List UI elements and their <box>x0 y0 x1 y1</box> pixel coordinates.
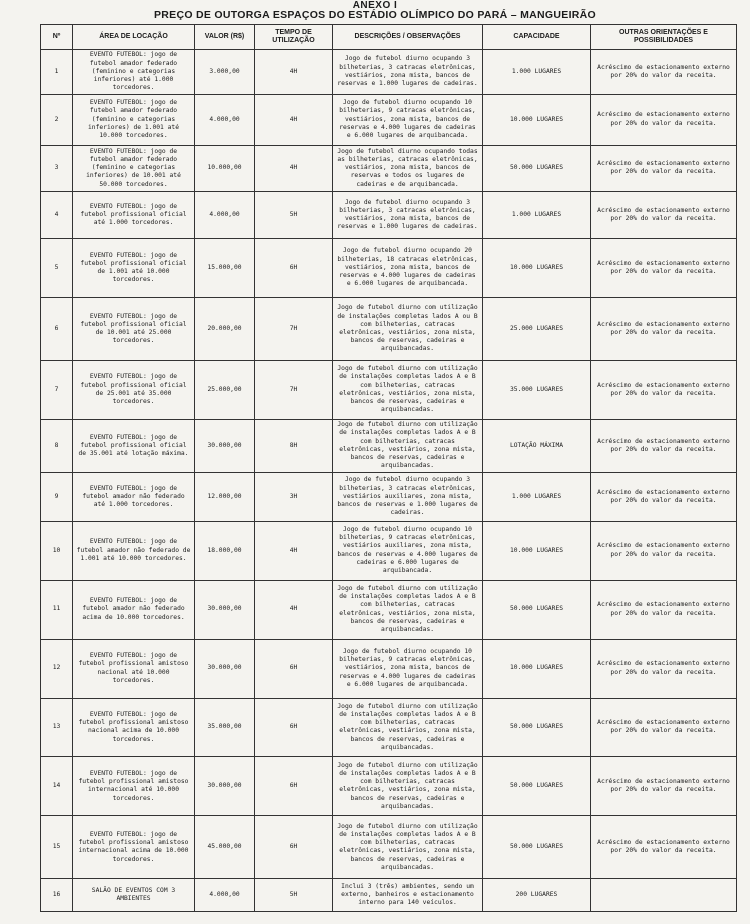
row-value: 35.000,00 <box>195 698 255 757</box>
row-number: 5 <box>41 238 73 297</box>
row-value: 20.000,00 <box>195 297 255 360</box>
row-other: Acréscimo de estacionamento externo por 20% do valor da receita. <box>591 94 737 145</box>
col-header-area: ÁREA DE LOCAÇÃO <box>73 25 195 50</box>
row-number: 7 <box>41 360 73 419</box>
row-area: EVENTO FUTEBOL: jogo de futebol profissional oficial de 25.001 até 35.000 torcedores. <box>73 360 195 419</box>
row-value: 30.000,00 <box>195 639 255 698</box>
row-description: Jogo de futebol diurno com utilização de instalações completas lados A e B com bilheterias, catracas eletrônicas, vestiários, zona mista, bancos de reservas, cadeiras e arquibancadas. <box>333 816 483 879</box>
table-row <box>41 94 737 145</box>
row-area: EVENTO FUTEBOL: jogo de futebol profissional amistoso nacional até 10.000 torcedores. <box>73 639 195 698</box>
row-number: 15 <box>41 816 73 879</box>
document-title: PREÇO DE OUTORGA ESPAÇOS DO ESTÁDIO OLÍMPICO DO PARÁ – MANGUEIRÃO <box>153 9 597 21</box>
row-description: Jogo de futebol diurno ocupando 10 bilheterias, 9 catracas eletrônicas, vestiários, zona mista, bancos de reservas e 4.000 lugares de cadeiras e 6.000 lugares de arquibancada. <box>333 639 483 698</box>
row-other: Acréscimo de estacionamento externo por 20% do valor da receita. <box>591 360 737 419</box>
row-description: Jogo de futebol diurno com utilização de instalações completas lados A e B com bilheterias, catracas eletrônicas, vestiários, zona mista, bancos de reservas, cadeiras e arquibancadas. <box>333 580 483 639</box>
row-other: Acréscimo de estacionamento externo por 20% do valor da receita. <box>591 297 737 360</box>
row-area: EVENTO FUTEBOL: jogo de futebol profissional amistoso internacional até 10.000 torcedores. <box>73 757 195 816</box>
col-header-time: TEMPO DE UTILIZAÇÃO <box>255 25 333 50</box>
row-capacity: 1.000 LUGARES <box>483 472 591 521</box>
row-time: 4H <box>255 521 333 580</box>
row-description: Jogo de futebol diurno ocupando 10 bilheterias, 9 catracas eletrônicas, vestiários auxiliares, zona mista, bancos de reservas e 4.000 lugares de cadeiras e 6.000 lugares de arquibancada. <box>333 521 483 580</box>
table-row <box>41 50 737 95</box>
col-header-capacity: CAPACIDADE <box>483 25 591 50</box>
row-area: EVENTO FUTEBOL: jogo de futebol amador não federado acima de 10.000 torcedores. <box>73 580 195 639</box>
row-capacity: 50.000 LUGARES <box>483 698 591 757</box>
row-description: Jogo de futebol diurno ocupando 10 bilheterias, 9 catracas eletrônicas, vestiários, zona mista, bancos de reservas e 4.000 lugares de cadeiras e 6.000 lugares de arquibancada. <box>333 94 483 145</box>
row-other: Acréscimo de estacionamento externo por 20% do valor da receita. <box>591 472 737 521</box>
row-number: 13 <box>41 698 73 757</box>
row-value: 12.000,00 <box>195 472 255 521</box>
row-value: 4.000,00 <box>195 94 255 145</box>
row-capacity: LOTAÇÃO MÁXIMA <box>483 419 591 472</box>
row-area: EVENTO FUTEBOL: jogo de futebol profissional oficial de 10.001 até 25.000 torcedores. <box>73 297 195 360</box>
col-header-other: OUTRAS ORIENTAÇÕES E POSSIBILIDADES <box>591 25 737 50</box>
row-other: Acréscimo de estacionamento externo por 20% do valor da receita. <box>591 639 737 698</box>
row-capacity: 1.000 LUGARES <box>483 192 591 239</box>
row-area: EVENTO FUTEBOL: jogo de futebol amador federado (feminino e categorias inferiores) de 1.001 até 10.000 torcedores. <box>73 94 195 145</box>
row-area: EVENTO FUTEBOL: jogo de futebol amador federado (feminino e categorias inferiores) até 1.000 torcedores. <box>73 50 195 95</box>
row-capacity: 25.000 LUGARES <box>483 297 591 360</box>
table-row <box>41 816 737 879</box>
row-capacity: 35.000 LUGARES <box>483 360 591 419</box>
row-other <box>591 879 737 912</box>
row-other: Acréscimo de estacionamento externo por 20% do valor da receita. <box>591 521 737 580</box>
row-number: 6 <box>41 297 73 360</box>
pricing-table <box>40 24 737 912</box>
row-value: 18.000,00 <box>195 521 255 580</box>
table-header-row <box>41 25 737 50</box>
table-row <box>41 472 737 521</box>
row-description: Jogo de futebol diurno com utilização de instalações completas lados A e B com bilheterias, catracas eletrônicas, vestiários, zona mista, bancos de reservas, cadeiras e arquibancadas. <box>333 698 483 757</box>
table-row <box>41 297 737 360</box>
row-time: 7H <box>255 360 333 419</box>
row-capacity: 1.000 LUGARES <box>483 50 591 95</box>
row-value: 30.000,00 <box>195 757 255 816</box>
table-row <box>41 580 737 639</box>
row-capacity: 10.000 LUGARES <box>483 238 591 297</box>
row-time: 5H <box>255 192 333 239</box>
row-area: EVENTO FUTEBOL: jogo de futebol profissional oficial de 35.001 até lotação máxima. <box>73 419 195 472</box>
row-value: 3.000,00 <box>195 50 255 95</box>
row-other: Acréscimo de estacionamento externo por 20% do valor da receita. <box>591 698 737 757</box>
row-number: 2 <box>41 94 73 145</box>
row-value: 4.000,00 <box>195 879 255 912</box>
row-capacity: 50.000 LUGARES <box>483 580 591 639</box>
row-capacity: 10.000 LUGARES <box>483 521 591 580</box>
table-row <box>41 192 737 239</box>
table-row <box>41 698 737 757</box>
row-other: Acréscimo de estacionamento externo por 20% do valor da receita. <box>591 580 737 639</box>
row-other: Acréscimo de estacionamento externo por 20% do valor da receita. <box>591 757 737 816</box>
row-capacity: 10.000 LUGARES <box>483 94 591 145</box>
table-row <box>41 419 737 472</box>
row-number: 8 <box>41 419 73 472</box>
row-capacity: 50.000 LUGARES <box>483 145 591 192</box>
row-time: 6H <box>255 238 333 297</box>
row-value: 15.000,00 <box>195 238 255 297</box>
row-time: 4H <box>255 580 333 639</box>
row-value: 30.000,00 <box>195 580 255 639</box>
row-other: Acréscimo de estacionamento externo por 20% do valor da receita. <box>591 50 737 95</box>
col-header-value: VALOR (R$) <box>195 25 255 50</box>
row-description: Jogo de futebol diurno ocupando 3 bilheterias, 3 catracas eletrônicas, vestiários auxiliares, zona mista, bancos de reservas e 1.000 lugares de cadeiras. <box>333 472 483 521</box>
row-area: EVENTO FUTEBOL: jogo de futebol profissional amistoso internacional acima de 10.000 torcedores. <box>73 816 195 879</box>
row-time: 3H <box>255 472 333 521</box>
row-time: 6H <box>255 816 333 879</box>
table-row <box>41 879 737 912</box>
row-time: 7H <box>255 297 333 360</box>
row-description: Jogo de futebol diurno com utilização de instalações completas lados A ou B com bilheterias, catracas eletrônicas, vestiários, zona mista, bancos de reservas, cadeiras e arquibancadas. <box>333 297 483 360</box>
row-description: Jogo de futebol diurno com utilização de instalações completas lados A e B com bilheterias, catracas eletrônicas, vestiários, zona mista, bancos de reservas, cadeiras e arquibancadas. <box>333 419 483 472</box>
row-capacity: 50.000 LUGARES <box>483 816 591 879</box>
table-row <box>41 360 737 419</box>
row-time: 6H <box>255 698 333 757</box>
row-number: 14 <box>41 757 73 816</box>
row-number: 10 <box>41 521 73 580</box>
row-number: 3 <box>41 145 73 192</box>
row-time: 4H <box>255 145 333 192</box>
row-area: EVENTO FUTEBOL: jogo de futebol amador federado (feminino e categorias inferiores) de 10.001 até 50.000 torcedores. <box>73 145 195 192</box>
row-time: 4H <box>255 94 333 145</box>
row-number: 1 <box>41 50 73 95</box>
row-value: 10.000,00 <box>195 145 255 192</box>
col-header-description: DESCRIÇÕES / OBSERVAÇÕES <box>333 25 483 50</box>
row-time: 6H <box>255 757 333 816</box>
row-description: Jogo de futebol diurno ocupando 3 bilheterias, 3 catracas eletrônicas, vestiários, zona mista, bancos de reservas e 1.000 lugares de cadeiras. <box>333 50 483 95</box>
row-time: 5H <box>255 879 333 912</box>
row-description: Inclui 3 (três) ambientes, sendo um externo, banheiros e estacionamento interno para 140 veículos. <box>333 879 483 912</box>
row-other: Acréscimo de estacionamento externo por 20% do valor da receita. <box>591 192 737 239</box>
row-other: Acréscimo de estacionamento externo por 20% do valor da receita. <box>591 419 737 472</box>
row-value: 4.000,00 <box>195 192 255 239</box>
row-other: Acréscimo de estacionamento externo por 20% do valor da receita. <box>591 145 737 192</box>
row-other: Acréscimo de estacionamento externo por 20% do valor da receita. <box>591 238 737 297</box>
row-description: Jogo de futebol diurno ocupando 20 bilheterias, 18 catracas eletrônicas, vestiários, zona mista, bancos de reservas e 4.000 lugares de cadeiras e 6.000 lugares de arquibancada. <box>333 238 483 297</box>
row-number: 12 <box>41 639 73 698</box>
table-row <box>41 639 737 698</box>
row-time: 4H <box>255 50 333 95</box>
row-value: 30.000,00 <box>195 419 255 472</box>
row-area: EVENTO FUTEBOL: jogo de futebol profissional amistoso nacional acima de 10.000 torcedores. <box>73 698 195 757</box>
row-value: 25.000,00 <box>195 360 255 419</box>
row-capacity: 200 LUGARES <box>483 879 591 912</box>
table-body <box>41 50 737 912</box>
table-row <box>41 145 737 192</box>
row-time: 6H <box>255 639 333 698</box>
row-value: 45.000,00 <box>195 816 255 879</box>
row-description: Jogo de futebol diurno ocupando todas as bilheterias, catracas eletrônicas, vestiários, zona mista, bancos de reservas e todos os lugares de cadeiras e de arquibancada. <box>333 145 483 192</box>
table-row <box>41 521 737 580</box>
row-area: SALÃO DE EVENTOS COM 3 AMBIENTES <box>73 879 195 912</box>
col-header-number: Nº <box>41 25 73 50</box>
row-number: 16 <box>41 879 73 912</box>
row-area: EVENTO FUTEBOL: jogo de futebol amador não federado até 1.000 torcedores. <box>73 472 195 521</box>
row-area: EVENTO FUTEBOL: jogo de futebol profissional oficial de 1.001 até 10.000 torcedores. <box>73 238 195 297</box>
row-time: 8H <box>255 419 333 472</box>
row-description: Jogo de futebol diurno com utilização de instalações completas lados A e B com bilheterias, catracas eletrônicas, vestiários, zona mista, bancos de reservas, cadeiras e arquibancadas. <box>333 757 483 816</box>
row-capacity: 10.000 LUGARES <box>483 639 591 698</box>
row-number: 9 <box>41 472 73 521</box>
row-description: Jogo de futebol diurno com utilização de instalações completas lados A e B com bilheterias, catracas eletrônicas, vestiários, zona mista, bancos de reservas, cadeiras e arquibancadas. <box>333 360 483 419</box>
annex-label: ANEXO I <box>352 0 398 11</box>
table-row <box>41 238 737 297</box>
row-number: 11 <box>41 580 73 639</box>
row-number: 4 <box>41 192 73 239</box>
table-row <box>41 757 737 816</box>
row-other: Acréscimo de estacionamento externo por 20% do valor da receita. <box>591 816 737 879</box>
row-capacity: 50.000 LUGARES <box>483 757 591 816</box>
row-area: EVENTO FUTEBOL: jogo de futebol profissional oficial até 1.000 torcedores. <box>73 192 195 239</box>
row-area: EVENTO FUTEBOL: jogo de futebol amador não federado de 1.001 até 10.000 torcedores. <box>73 521 195 580</box>
row-description: Jogo de futebol diurno ocupando 3 bilheterias, 3 catracas eletrônicas, vestiários, zona mista, bancos de reservas e 1.000 lugares de cadeiras. <box>333 192 483 239</box>
